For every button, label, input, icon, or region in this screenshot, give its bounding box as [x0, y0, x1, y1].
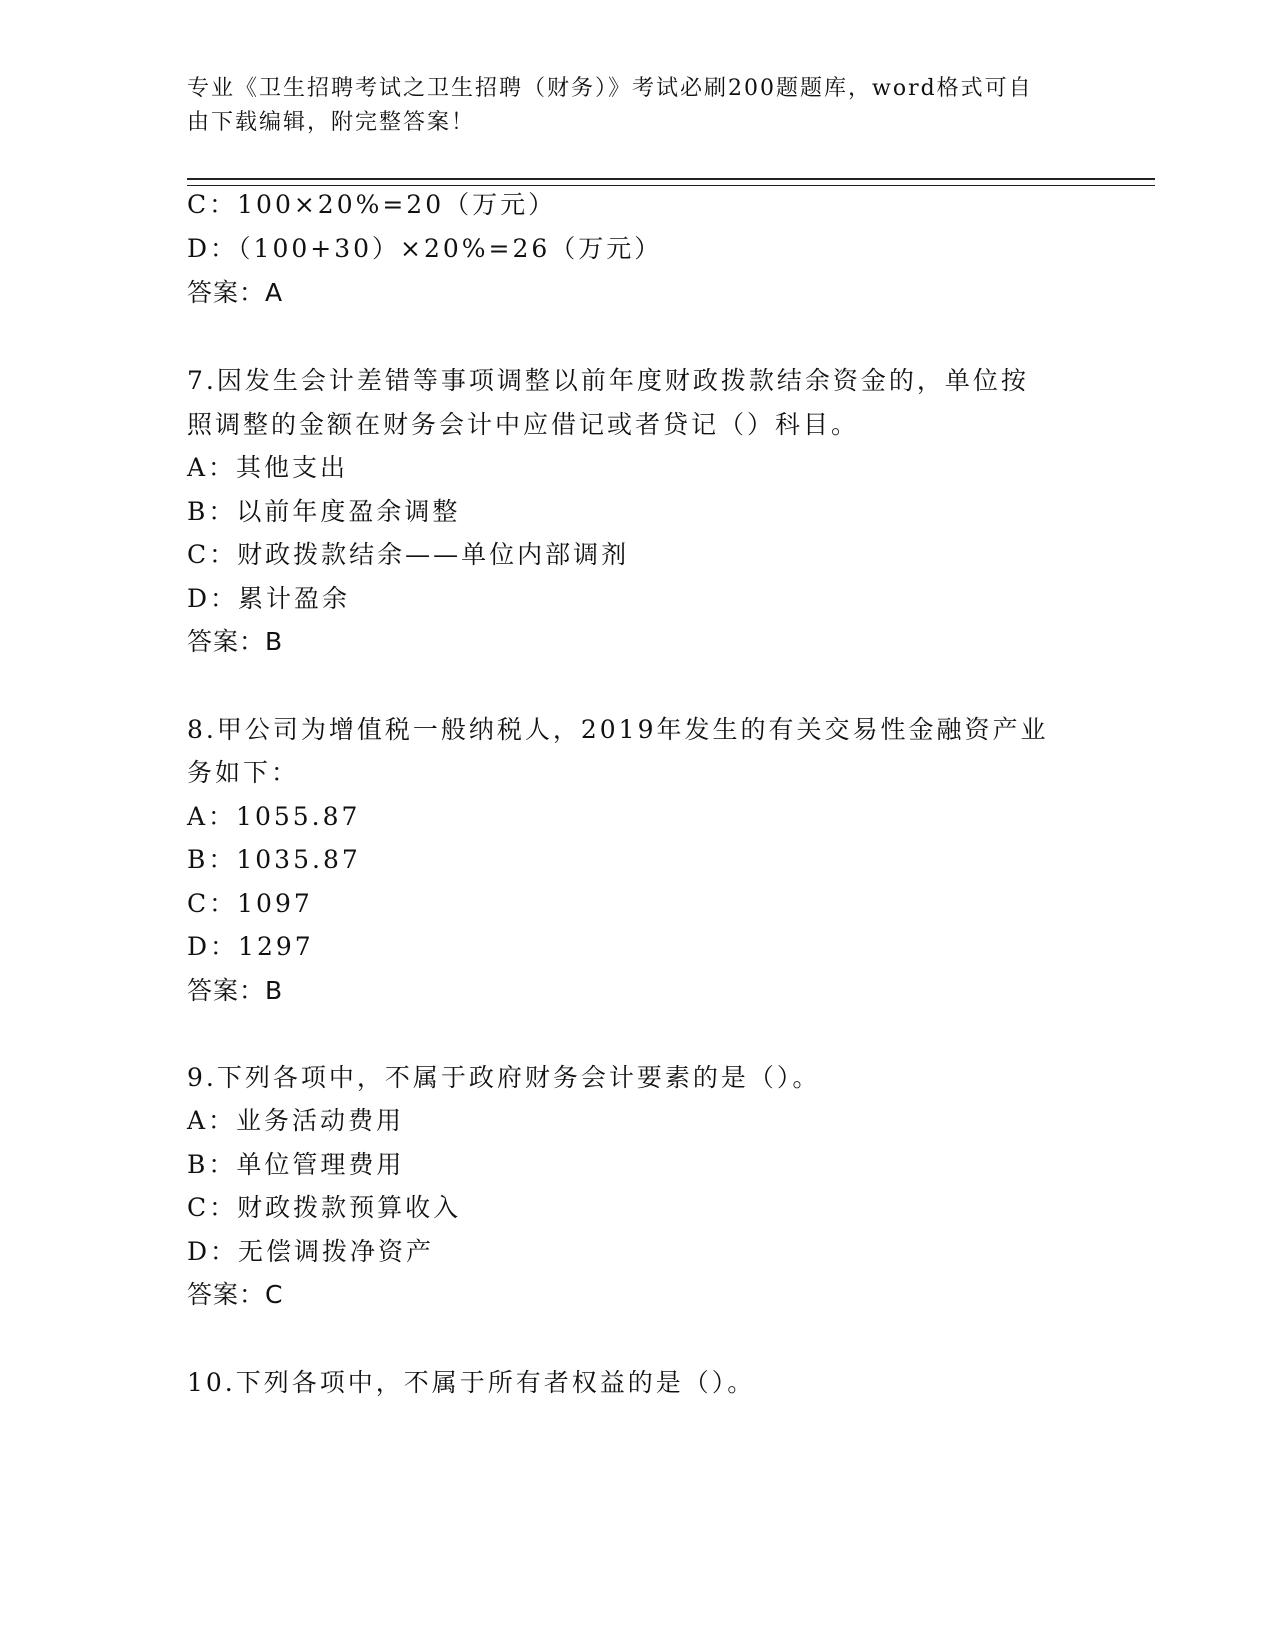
q9-answer: 答案：C: [187, 1280, 284, 1309]
prev-answer: 答案：A: [187, 278, 284, 307]
q7-option-c: C：财政拨款结余——单位内部调剂: [187, 540, 630, 569]
q8-option-d: D：1297: [187, 932, 314, 961]
q7-answer: 答案：B: [187, 627, 284, 656]
q8-stem-line-2: 务如下：: [187, 758, 300, 787]
q9-option-d: D：无偿调拨净资产: [187, 1237, 435, 1266]
q9-option-a: A：业务活动费用: [187, 1106, 405, 1135]
q8-stem-line-1: 8.甲公司为增值税一般纳税人，2019年发生的有关交易性金融资产业: [187, 715, 1049, 744]
q7-option-d: D：累计盈余: [187, 584, 351, 613]
q8-option-a: A：1055.87: [187, 802, 361, 831]
document-header: [187, 72, 1067, 140]
header-line-1: 专业《卫生招聘考试之卫生招聘（财务）》考试必刷200题题库，word格式可自: [187, 76, 1033, 101]
prev-option-d: D：（100+30）×20%=26（万元）: [187, 234, 663, 263]
q9-stem-line-1: 9.下列各项中，不属于政府财务会计要素的是（）。: [187, 1063, 821, 1092]
header-divider: [187, 178, 1155, 186]
q9-option-c: C：财政拨款预算收入: [187, 1193, 462, 1222]
q8-answer: 答案：B: [187, 976, 284, 1005]
q7-option-b: B：以前年度盈余调整: [187, 497, 461, 526]
q9-option-b: B：单位管理费用: [187, 1150, 405, 1179]
header-line-2: 由下载编辑，附完整答案！: [187, 110, 476, 135]
prev-option-c: C：100×20%=20（万元）: [187, 190, 557, 219]
q7-stem-line-1: 7.因发生会计差错等事项调整以前年度财政拨款结余资金的，单位按: [187, 366, 1029, 395]
q7-stem-line-2: 照调整的金额在财务会计中应借记或者贷记（）科目。: [187, 410, 860, 439]
q7-option-a: A：其他支出: [187, 453, 349, 482]
q8-option-b: B：1035.87: [187, 845, 361, 874]
q8-option-c: C：1097: [187, 889, 313, 918]
q10-stem-line-1: 10.下列各项中，不属于所有者权益的是（）。: [187, 1368, 756, 1397]
